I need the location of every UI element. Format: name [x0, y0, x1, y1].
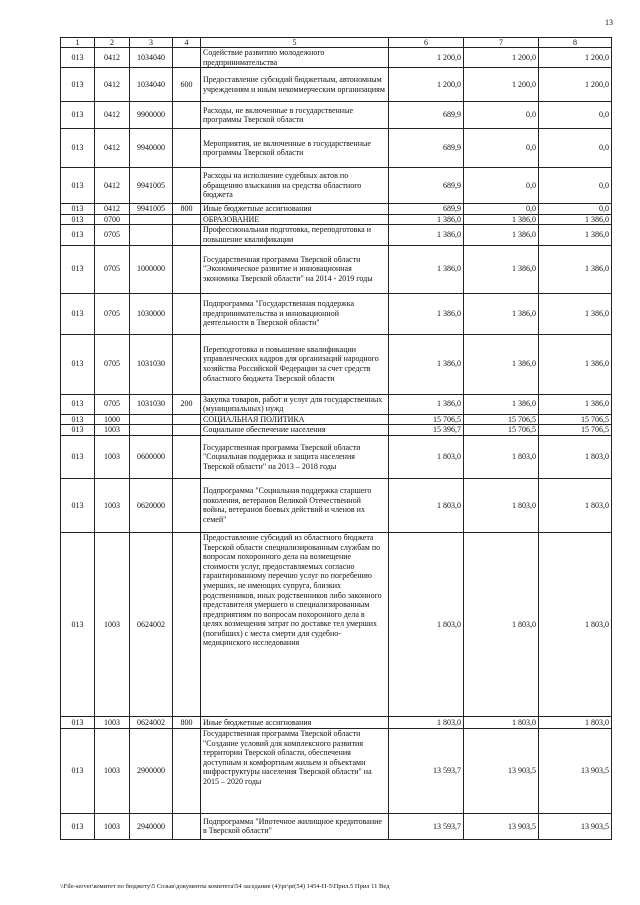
- table-row: [61, 129, 612, 168]
- code-razdel: 1003: [95, 728, 130, 813]
- code-razdel: 0705: [95, 394, 130, 414]
- table-row: [61, 214, 612, 225]
- amount-col6: 15 396,7: [389, 425, 464, 436]
- code-glava: 013: [61, 168, 95, 204]
- code-glava: 013: [61, 532, 95, 716]
- amount-col8: 1 386,0: [539, 214, 612, 225]
- amount-col8: 1 803,0: [539, 478, 612, 532]
- code-vid: [173, 102, 201, 129]
- amount-col8: 15 706,5: [539, 425, 612, 436]
- column-header: 2: [95, 38, 130, 48]
- amount-col8: 15 706,5: [539, 414, 612, 425]
- code-razdel: 1003: [95, 532, 130, 716]
- code-statya: 9940000: [130, 129, 173, 168]
- code-vid: [173, 245, 201, 293]
- expense-name: Подпрограмма "Ипотечное жилищное кредитование в Тверской области": [201, 813, 389, 839]
- code-statya: 9900000: [130, 102, 173, 129]
- expense-name: Расходы на исполнение судебных актов по обращению взыскания на средства областного бюджета: [201, 168, 389, 204]
- code-razdel: 0412: [95, 168, 130, 204]
- code-glava: 013: [61, 293, 95, 334]
- amount-col6: 1 200,0: [389, 68, 464, 102]
- table-row: [61, 478, 612, 532]
- table-row: [61, 813, 612, 839]
- code-statya: [130, 214, 173, 225]
- amount-col7: 1 386,0: [464, 293, 539, 334]
- amount-col7: 1 386,0: [464, 225, 539, 245]
- code-statya: 1034040: [130, 48, 173, 68]
- expense-name: Мероприятия, не включенные в государственные программы Тверской области: [201, 129, 389, 168]
- amount-col6: 1 386,0: [389, 334, 464, 394]
- amount-col7: 1 803,0: [464, 478, 539, 532]
- code-glava: 013: [61, 68, 95, 102]
- code-razdel: 0412: [95, 204, 130, 215]
- amount-col8: 0,0: [539, 102, 612, 129]
- code-statya: 0624002: [130, 716, 173, 728]
- expense-name: Предоставление субсидий из областного бюджета Тверской области специализированным службам по вопросам похоронного дела на возмещение стоимости услуг, предоставляемых согласно гарантированному перечню услуг по погребению умерших, не имеющих супруга, близких родственников, иных родственников либо законного представителя умершего и специализированным предприятиям по вопросам похоронного дела в целях возмещения затрат по доставке тел умерших (погибших) с места смерти для судебно-медицинского исследования: [201, 532, 389, 716]
- table-row: [61, 204, 612, 215]
- code-razdel: 0412: [95, 129, 130, 168]
- table-row: [61, 102, 612, 129]
- expense-name: Государственная программа Тверской области "Экономическое развитие и инновационная экономика Тверской области" на 2014 - 2019 годы: [201, 245, 389, 293]
- amount-col6: 1 803,0: [389, 716, 464, 728]
- expense-name: Иные бюджетные ассигнования: [201, 204, 389, 215]
- amount-col6: 1 386,0: [389, 225, 464, 245]
- amount-col8: 0,0: [539, 168, 612, 204]
- amount-col7: 13 903,5: [464, 728, 539, 813]
- code-statya: 9941005: [130, 168, 173, 204]
- expense-name: Предоставление субсидий бюджетным, автономным учреждениям и иным некоммерческим организациям: [201, 68, 389, 102]
- code-glava: 013: [61, 394, 95, 414]
- amount-col7: 0,0: [464, 102, 539, 129]
- code-glava: 013: [61, 102, 95, 129]
- code-razdel: 1000: [95, 414, 130, 425]
- amount-col8: 1 386,0: [539, 245, 612, 293]
- code-vid: [173, 435, 201, 478]
- code-vid: [173, 214, 201, 225]
- table-row: [61, 435, 612, 478]
- code-vid: [173, 48, 201, 68]
- code-vid: 800: [173, 204, 201, 215]
- amount-col6: 689,9: [389, 168, 464, 204]
- table-row: [61, 532, 612, 716]
- amount-col6: 1 803,0: [389, 435, 464, 478]
- table-row: [61, 48, 612, 68]
- code-razdel: 0705: [95, 293, 130, 334]
- amount-col7: 0,0: [464, 168, 539, 204]
- amount-col8: 1 200,0: [539, 68, 612, 102]
- expense-name: ОБРАЗОВАНИЕ: [201, 214, 389, 225]
- code-statya: 2900000: [130, 728, 173, 813]
- amount-col8: 1 803,0: [539, 435, 612, 478]
- code-glava: 013: [61, 214, 95, 225]
- amount-col7: 1 803,0: [464, 716, 539, 728]
- code-statya: 2940000: [130, 813, 173, 839]
- code-statya: 0600000: [130, 435, 173, 478]
- amount-col7: 0,0: [464, 129, 539, 168]
- table-row: [61, 414, 612, 425]
- table-header-row: [61, 38, 612, 48]
- code-statya: 0624002: [130, 532, 173, 716]
- table-row: [61, 728, 612, 813]
- amount-col6: 13 593,7: [389, 728, 464, 813]
- column-header: 5: [201, 38, 389, 48]
- code-razdel: 0705: [95, 245, 130, 293]
- expense-name: Подпрограмма "Социальная поддержка старшего поколения, ветеранов Великой Отечественной войны, ветеранов боевых действий и членов их семей": [201, 478, 389, 532]
- code-glava: 013: [61, 245, 95, 293]
- code-statya: 1034040: [130, 68, 173, 102]
- code-vid: [173, 293, 201, 334]
- amount-col7: 15 706,5: [464, 414, 539, 425]
- amount-col7: 0,0: [464, 204, 539, 215]
- amount-col6: 15 706,5: [389, 414, 464, 425]
- code-razdel: 1003: [95, 435, 130, 478]
- code-statya: [130, 414, 173, 425]
- code-statya: 1031030: [130, 334, 173, 394]
- code-statya: 1030000: [130, 293, 173, 334]
- expense-name: СОЦИАЛЬНАЯ ПОЛИТИКА: [201, 414, 389, 425]
- expense-name: Закупка товаров, работ и услуг для государственных (муниципальных) нужд: [201, 394, 389, 414]
- amount-col6: 1 803,0: [389, 532, 464, 716]
- code-glava: 013: [61, 813, 95, 839]
- amount-col8: 1 386,0: [539, 394, 612, 414]
- table-row: [61, 394, 612, 414]
- expense-name: Государственная программа Тверской области "Создание условий для комплексного развития территории Тверской области, обеспечения доступным и комфортным жильем и объектами инфраструктуры населения Тверской области" на 2015 – 2020 годы: [201, 728, 389, 813]
- expense-name: Переподготовка и повышение квалификации управленческих кадров для организаций народного хозяйства Российской Федерации за счет средств областного бюджета Тверской области: [201, 334, 389, 394]
- code-razdel: 0412: [95, 48, 130, 68]
- code-statya: 1031030: [130, 394, 173, 414]
- amount-col7: 15 706,5: [464, 425, 539, 436]
- code-glava: 013: [61, 48, 95, 68]
- amount-col8: 0,0: [539, 204, 612, 215]
- code-vid: [173, 425, 201, 436]
- column-header: 7: [464, 38, 539, 48]
- amount-col8: 13 903,5: [539, 728, 612, 813]
- code-statya: 9941005: [130, 204, 173, 215]
- expense-name: Расходы, не включенные в государственные программы Тверской области: [201, 102, 389, 129]
- table-row: [61, 425, 612, 436]
- table-row: [61, 293, 612, 334]
- code-glava: 013: [61, 728, 95, 813]
- code-vid: [173, 225, 201, 245]
- expense-name: Государственная программа Тверской области "Социальная поддержка и защита населения Тверской области" на 2013 – 2018 годы: [201, 435, 389, 478]
- amount-col7: 1 803,0: [464, 435, 539, 478]
- amount-col7: 1 200,0: [464, 68, 539, 102]
- table-row: [61, 334, 612, 394]
- code-vid: 200: [173, 394, 201, 414]
- amount-col8: 13 903,5: [539, 813, 612, 839]
- code-statya: 1000000: [130, 245, 173, 293]
- expense-name: Профессиональная подготовка, переподготовка и повышение квалификации: [201, 225, 389, 245]
- budget-table: [60, 37, 612, 840]
- column-header: 3: [130, 38, 173, 48]
- amount-col6: 1 386,0: [389, 214, 464, 225]
- code-glava: 013: [61, 478, 95, 532]
- expense-name: Подпрограмма "Государственная поддержка предпринимательства и инновационной деятельности в Тверской области": [201, 293, 389, 334]
- amount-col7: 1 386,0: [464, 245, 539, 293]
- code-glava: 013: [61, 334, 95, 394]
- amount-col8: 1 386,0: [539, 225, 612, 245]
- amount-col6: 689,9: [389, 102, 464, 129]
- expense-name: Социальное обеспечение населения: [201, 425, 389, 436]
- code-razdel: 0700: [95, 214, 130, 225]
- code-vid: [173, 532, 201, 716]
- column-header: 1: [61, 38, 95, 48]
- amount-col8: 1 200,0: [539, 48, 612, 68]
- code-vid: 800: [173, 716, 201, 728]
- code-vid: [173, 728, 201, 813]
- code-vid: [173, 414, 201, 425]
- amount-col7: 13 903,5: [464, 813, 539, 839]
- code-vid: [173, 168, 201, 204]
- table-row: [61, 716, 612, 728]
- code-razdel: 0412: [95, 102, 130, 129]
- code-glava: 013: [61, 716, 95, 728]
- page-number: 13: [605, 18, 613, 27]
- amount-col7: 1 386,0: [464, 334, 539, 394]
- column-header: 6: [389, 38, 464, 48]
- code-glava: 013: [61, 225, 95, 245]
- amount-col6: 1 200,0: [389, 48, 464, 68]
- code-glava: 013: [61, 425, 95, 436]
- amount-col6: 1 386,0: [389, 245, 464, 293]
- code-glava: 013: [61, 435, 95, 478]
- amount-col8: 1 386,0: [539, 293, 612, 334]
- table-row: [61, 245, 612, 293]
- code-vid: [173, 813, 201, 839]
- amount-col8: 0,0: [539, 129, 612, 168]
- table-row: [61, 68, 612, 102]
- code-vid: 600: [173, 68, 201, 102]
- code-vid: [173, 478, 201, 532]
- amount-col7: 1 200,0: [464, 48, 539, 68]
- amount-col6: 1 803,0: [389, 478, 464, 532]
- amount-col7: 1 386,0: [464, 394, 539, 414]
- amount-col6: 689,9: [389, 129, 464, 168]
- code-statya: [130, 425, 173, 436]
- column-header: 8: [539, 38, 612, 48]
- amount-col8: 1 803,0: [539, 532, 612, 716]
- code-razdel: 0705: [95, 225, 130, 245]
- code-razdel: 1003: [95, 425, 130, 436]
- amount-col7: 1 386,0: [464, 214, 539, 225]
- amount-col7: 1 803,0: [464, 532, 539, 716]
- code-vid: [173, 334, 201, 394]
- expense-name: Иные бюджетные ассигнования: [201, 716, 389, 728]
- code-glava: 013: [61, 129, 95, 168]
- code-razdel: 1003: [95, 478, 130, 532]
- amount-col6: 689,9: [389, 204, 464, 215]
- code-vid: [173, 129, 201, 168]
- amount-col6: 1 386,0: [389, 293, 464, 334]
- column-header: 4: [173, 38, 201, 48]
- amount-col6: 1 386,0: [389, 394, 464, 414]
- table-row: [61, 168, 612, 204]
- code-razdel: 0705: [95, 334, 130, 394]
- code-statya: 0620000: [130, 478, 173, 532]
- code-razdel: 1003: [95, 813, 130, 839]
- amount-col6: 13 593,7: [389, 813, 464, 839]
- code-razdel: 0412: [95, 68, 130, 102]
- code-glava: 013: [61, 204, 95, 215]
- amount-col8: 1 803,0: [539, 716, 612, 728]
- expense-name: Содействие развитию молодежного предпринимательства: [201, 48, 389, 68]
- code-glava: 013: [61, 414, 95, 425]
- code-razdel: 1003: [95, 716, 130, 728]
- table-row: [61, 225, 612, 245]
- file-path-footer: \\File-server\комитет по бюджету\5 Созыв\документы комитета\54 заседание (4)\pr\pr(54) 1454-П-5\Прил.5 Прил 11 Вед: [60, 883, 390, 890]
- amount-col8: 1 386,0: [539, 334, 612, 394]
- code-statya: [130, 225, 173, 245]
